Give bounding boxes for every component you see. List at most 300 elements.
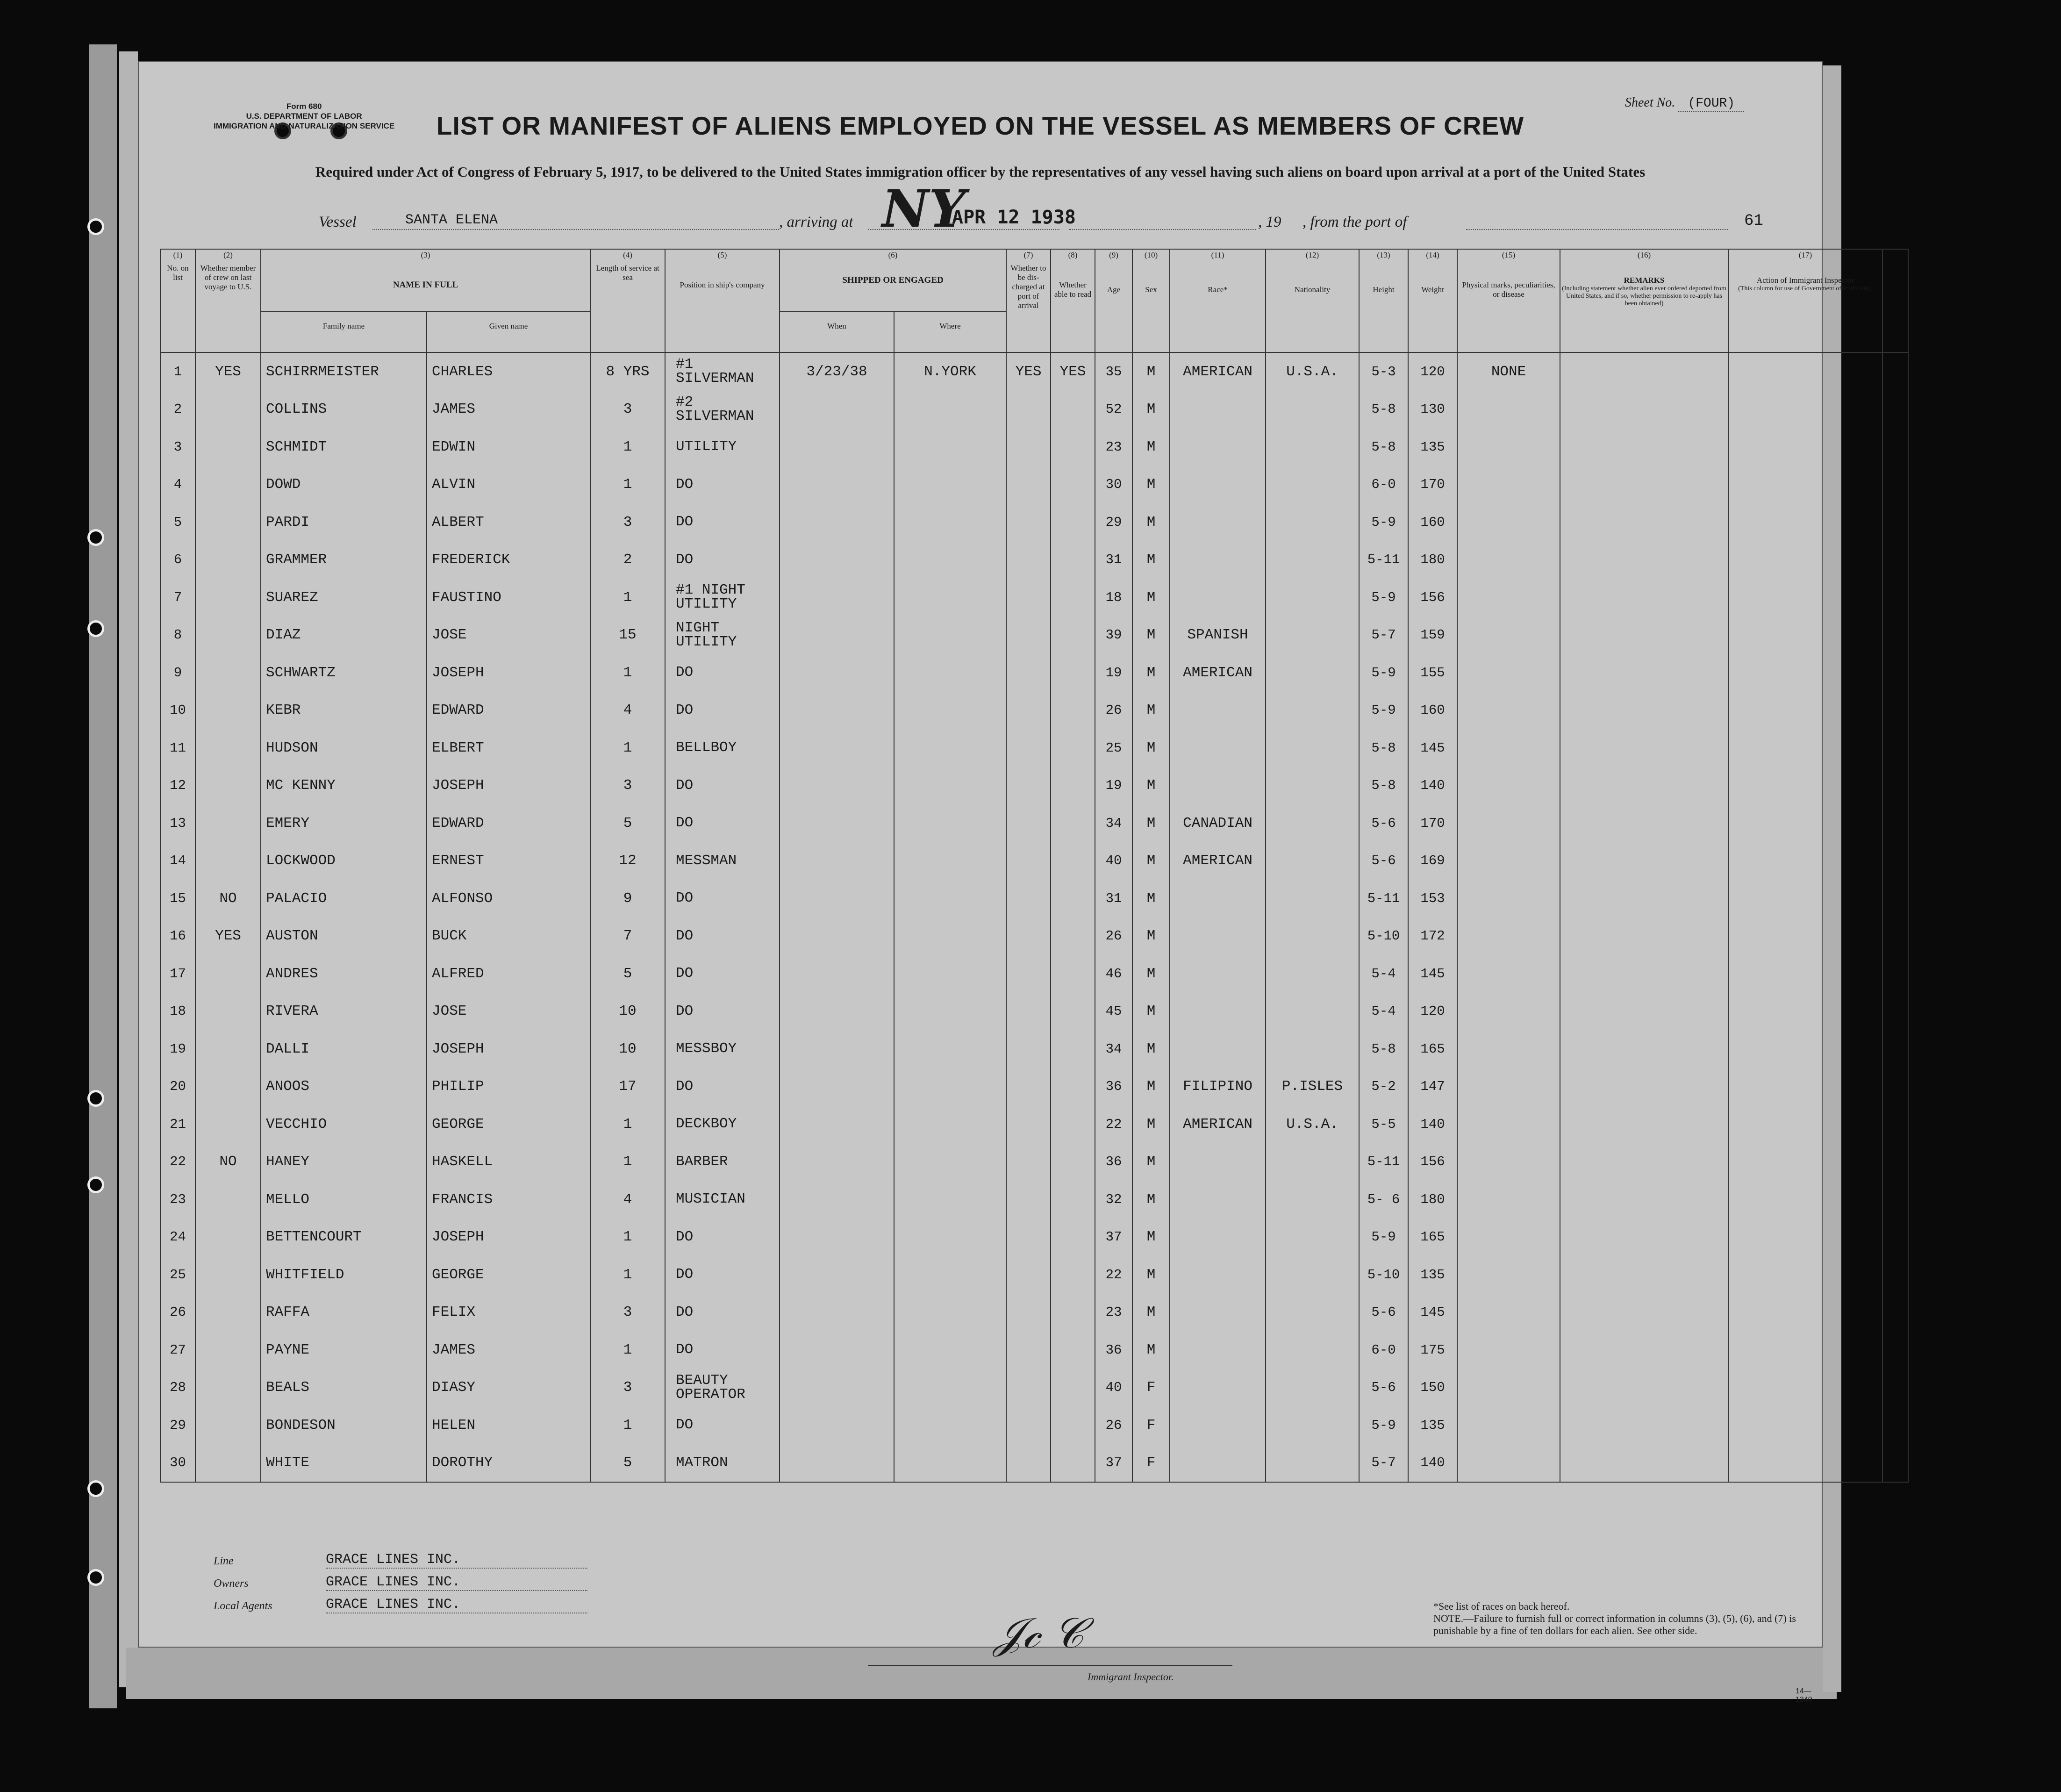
able-read-cell xyxy=(1051,918,1095,955)
prev-voyage-cell xyxy=(195,993,261,1031)
shipped-when-cell xyxy=(780,767,894,805)
physical-marks-cell xyxy=(1457,1294,1560,1332)
prev-voyage-cell xyxy=(195,729,261,767)
inspector-label: Immigrant Inspector. xyxy=(1088,1671,1174,1683)
physical-marks-cell xyxy=(1457,993,1560,1031)
height-cell: 5-9 xyxy=(1359,692,1408,730)
position-cell: MESSBOY xyxy=(665,1030,780,1068)
physical-marks-cell xyxy=(1457,1256,1560,1294)
family-name-cell: PAYNE xyxy=(261,1331,427,1369)
given-name-cell: ALBERT xyxy=(427,503,590,541)
header-race: Race* xyxy=(1170,262,1266,352)
prev-voyage-cell: NO xyxy=(195,880,261,918)
row-number-cell: 14 xyxy=(160,842,195,880)
prev-voyage-cell xyxy=(195,391,261,429)
weight-cell: 135 xyxy=(1408,1406,1457,1444)
nationality-cell: U.S.A. xyxy=(1266,1105,1359,1143)
height-cell: 5-9 xyxy=(1359,1406,1408,1444)
discharged-cell xyxy=(1006,1143,1051,1181)
physical-marks-cell xyxy=(1457,918,1560,955)
family-name-cell: COLLINS xyxy=(261,391,427,429)
header-no-on-list: No. on list xyxy=(160,262,195,352)
age-cell: 32 xyxy=(1095,1181,1132,1219)
position-cell: DO xyxy=(665,993,780,1031)
inspector-action-cell xyxy=(1728,1369,1882,1407)
row-number-cell: 2 xyxy=(160,391,195,429)
sex-cell: M xyxy=(1132,1143,1170,1181)
inspector-action-cell xyxy=(1728,1105,1882,1143)
inspector-action-cell xyxy=(1728,1406,1882,1444)
table-row xyxy=(160,541,1908,579)
able-read-cell xyxy=(1051,428,1095,466)
shipped-when-cell xyxy=(780,1181,894,1219)
race-cell xyxy=(1170,767,1266,805)
race-cell xyxy=(1170,918,1266,955)
table-row xyxy=(160,1406,1908,1444)
given-name-cell: DOROTHY xyxy=(427,1444,590,1483)
inspector-action-cell xyxy=(1728,428,1882,466)
given-name-cell: EDWARD xyxy=(427,692,590,730)
nationality-cell xyxy=(1266,466,1359,504)
discharged-cell xyxy=(1006,804,1051,842)
spacer-cell xyxy=(1882,352,1908,391)
spacer-cell xyxy=(1882,1143,1908,1181)
prev-voyage-cell xyxy=(195,767,261,805)
given-name-cell: JOSEPH xyxy=(427,1030,590,1068)
given-name-cell: ALFONSO xyxy=(427,880,590,918)
remarks-cell xyxy=(1560,880,1728,918)
given-name-cell: CHARLES xyxy=(427,352,590,391)
age-cell: 19 xyxy=(1095,767,1132,805)
sex-cell: M xyxy=(1132,503,1170,541)
able-read-cell xyxy=(1051,955,1095,993)
remarks-cell xyxy=(1560,842,1728,880)
given-name-cell: JOSEPH xyxy=(427,654,590,692)
weight-cell: 153 xyxy=(1408,880,1457,918)
discharged-cell xyxy=(1006,918,1051,955)
spacer-cell xyxy=(1882,955,1908,993)
race-cell: CANADIAN xyxy=(1170,804,1266,842)
spacer-cell xyxy=(1882,1030,1908,1068)
header-spacer xyxy=(1882,262,1908,352)
shipped-when-cell xyxy=(780,842,894,880)
shipped-where-cell xyxy=(894,1256,1006,1294)
position-cell: DO xyxy=(665,880,780,918)
nationality-cell xyxy=(1266,1181,1359,1219)
inspector-action-cell xyxy=(1728,466,1882,504)
physical-marks-cell xyxy=(1457,1181,1560,1219)
row-number-cell: 24 xyxy=(160,1219,195,1256)
table-row xyxy=(160,842,1908,880)
position-cell: #1 SILVERMAN xyxy=(665,352,780,391)
given-name-cell: FREDERICK xyxy=(427,541,590,579)
physical-marks-cell xyxy=(1457,842,1560,880)
discharged-cell xyxy=(1006,993,1051,1031)
remarks-cell xyxy=(1560,1030,1728,1068)
remarks-cell xyxy=(1560,616,1728,654)
height-cell: 5-4 xyxy=(1359,993,1408,1031)
col-num: (10) xyxy=(1132,249,1170,262)
spacer-cell xyxy=(1882,880,1908,918)
shipped-where-cell xyxy=(894,541,1006,579)
position-cell: BELLBOY xyxy=(665,729,780,767)
row-number-cell: 26 xyxy=(160,1294,195,1332)
physical-marks-cell xyxy=(1457,428,1560,466)
position-cell: DO xyxy=(665,692,780,730)
shipped-where-cell xyxy=(894,955,1006,993)
remarks-cell xyxy=(1560,918,1728,955)
family-name-cell: DIAZ xyxy=(261,616,427,654)
height-cell: 5-9 xyxy=(1359,654,1408,692)
race-cell xyxy=(1170,428,1266,466)
remarks-cell xyxy=(1560,993,1728,1031)
row-number-cell: 13 xyxy=(160,804,195,842)
prev-voyage-cell xyxy=(195,1219,261,1256)
height-cell: 5-10 xyxy=(1359,1256,1408,1294)
physical-marks-cell xyxy=(1457,1105,1560,1143)
punch-hole xyxy=(87,1176,104,1193)
races-note: *See list of races on back hereof. xyxy=(1433,1600,1570,1612)
remarks-cell xyxy=(1560,1105,1728,1143)
prev-voyage-cell: NO xyxy=(195,1143,261,1181)
shipped-when-cell xyxy=(780,579,894,616)
spacer-cell xyxy=(1882,804,1908,842)
weight-cell: 160 xyxy=(1408,692,1457,730)
nationality-cell xyxy=(1266,1444,1359,1483)
prev-voyage-cell xyxy=(195,955,261,993)
shipped-when-cell xyxy=(780,1444,894,1483)
row-number-cell: 27 xyxy=(160,1331,195,1369)
sex-cell: M xyxy=(1132,1068,1170,1106)
header-given-name: Given name xyxy=(427,312,590,352)
remarks-cell xyxy=(1560,1444,1728,1483)
able-read-cell xyxy=(1051,842,1095,880)
nationality-cell xyxy=(1266,1331,1359,1369)
weight-cell: 140 xyxy=(1408,767,1457,805)
prev-voyage-cell: YES xyxy=(195,918,261,955)
nationality-cell xyxy=(1266,503,1359,541)
weight-cell: 130 xyxy=(1408,391,1457,429)
family-name-cell: HUDSON xyxy=(261,729,427,767)
age-cell: 36 xyxy=(1095,1068,1132,1106)
shipped-where-cell xyxy=(894,1294,1006,1332)
prev-voyage-cell xyxy=(195,1444,261,1483)
length-service-cell: 4 xyxy=(590,692,665,730)
physical-marks-cell xyxy=(1457,466,1560,504)
sex-cell: M xyxy=(1132,428,1170,466)
inspector-action-cell xyxy=(1728,692,1882,730)
weight-cell: 140 xyxy=(1408,1444,1457,1483)
able-read-cell xyxy=(1051,654,1095,692)
weight-cell: 180 xyxy=(1408,1181,1457,1219)
physical-marks-cell xyxy=(1457,1143,1560,1181)
stacked-page-edge xyxy=(119,51,138,1687)
nationality-cell xyxy=(1266,955,1359,993)
race-cell xyxy=(1170,503,1266,541)
inspector-action-cell xyxy=(1728,1030,1882,1068)
table-row xyxy=(160,1143,1908,1181)
prev-voyage-cell xyxy=(195,1181,261,1219)
sheet-number: Sheet No. (FOUR) xyxy=(1625,95,1744,111)
weight-cell: 165 xyxy=(1408,1219,1457,1256)
shipped-when-cell xyxy=(780,804,894,842)
manifest-sheet xyxy=(138,61,1873,1704)
nationality-cell xyxy=(1266,616,1359,654)
remarks-cell xyxy=(1560,692,1728,730)
race-cell: FILIPINO xyxy=(1170,1068,1266,1106)
row-number-cell: 8 xyxy=(160,616,195,654)
able-read-cell xyxy=(1051,1294,1095,1332)
physical-marks-cell xyxy=(1457,955,1560,993)
physical-marks-cell xyxy=(1457,1219,1560,1256)
weight-cell: 170 xyxy=(1408,466,1457,504)
table-row xyxy=(160,466,1908,504)
able-read-cell xyxy=(1051,692,1095,730)
spacer-cell xyxy=(1882,1331,1908,1369)
shipped-where-cell xyxy=(894,428,1006,466)
given-name-cell: DIASY xyxy=(427,1369,590,1407)
table-row xyxy=(160,767,1908,805)
table-row xyxy=(160,729,1908,767)
physical-marks-cell xyxy=(1457,654,1560,692)
row-number-cell: 16 xyxy=(160,918,195,955)
age-cell: 52 xyxy=(1095,391,1132,429)
physical-marks-cell xyxy=(1457,1444,1560,1483)
column-number-row xyxy=(160,249,1908,262)
shipped-where-cell xyxy=(894,391,1006,429)
local-agents-value: GRACE LINES INC. xyxy=(326,1597,587,1613)
position-cell: DO xyxy=(665,1256,780,1294)
physical-marks-cell xyxy=(1457,391,1560,429)
race-cell xyxy=(1170,955,1266,993)
shipped-when-cell xyxy=(780,729,894,767)
sex-cell: M xyxy=(1132,993,1170,1031)
physical-marks-cell xyxy=(1457,767,1560,805)
form-reference: Form 680 U.S. DEPARTMENT OF LABOR IMMIGRATION AND NATURALIZATION SERVICE xyxy=(214,102,395,130)
discharged-cell xyxy=(1006,391,1051,429)
given-name-cell: EDWIN xyxy=(427,428,590,466)
age-cell: 36 xyxy=(1095,1143,1132,1181)
row-number-cell: 22 xyxy=(160,1143,195,1181)
shipped-when-cell xyxy=(780,616,894,654)
position-cell: DO xyxy=(665,466,780,504)
height-cell: 5-6 xyxy=(1359,804,1408,842)
shipped-where-cell xyxy=(894,616,1006,654)
remarks-cell xyxy=(1560,1256,1728,1294)
family-name-cell: BETTENCOURT xyxy=(261,1219,427,1256)
header-where: Where xyxy=(894,312,1006,352)
col-num: (2) xyxy=(195,249,261,262)
shipped-when-cell xyxy=(780,1331,894,1369)
shipped-where-cell xyxy=(894,880,1006,918)
inspector-action-cell xyxy=(1728,918,1882,955)
age-cell: 34 xyxy=(1095,1030,1132,1068)
inspector-action-cell xyxy=(1728,391,1882,429)
family-name-cell: SUAREZ xyxy=(261,579,427,616)
weight-cell: 140 xyxy=(1408,1105,1457,1143)
position-cell: BARBER xyxy=(665,1143,780,1181)
physical-marks-cell xyxy=(1457,1369,1560,1407)
race-cell xyxy=(1170,391,1266,429)
physical-marks-cell xyxy=(1457,729,1560,767)
length-service-cell: 15 xyxy=(590,616,665,654)
position-cell: DO xyxy=(665,955,780,993)
given-name-cell: JOSE xyxy=(427,993,590,1031)
spacer-cell xyxy=(1882,541,1908,579)
given-name-cell: ELBERT xyxy=(427,729,590,767)
table-row xyxy=(160,692,1908,730)
discharged-cell xyxy=(1006,880,1051,918)
inspector-action-cell xyxy=(1728,842,1882,880)
physical-marks-cell xyxy=(1457,880,1560,918)
spacer-cell xyxy=(1882,1219,1908,1256)
nationality-cell xyxy=(1266,842,1359,880)
race-cell xyxy=(1170,541,1266,579)
position-cell: DO xyxy=(665,1219,780,1256)
family-name-cell: SCHWARTZ xyxy=(261,654,427,692)
race-cell xyxy=(1170,1219,1266,1256)
row-number-cell: 12 xyxy=(160,767,195,805)
discharged-cell xyxy=(1006,428,1051,466)
col-num: (17) xyxy=(1728,249,1882,262)
discharged-cell xyxy=(1006,729,1051,767)
header-name-in-full: NAME IN FULL xyxy=(261,262,590,312)
from-port-underline xyxy=(1466,229,1728,230)
position-cell: MESSMAN xyxy=(665,842,780,880)
length-service-cell: 5 xyxy=(590,1444,665,1483)
discharged-cell xyxy=(1006,654,1051,692)
length-service-cell: 1 xyxy=(590,654,665,692)
spacer-cell xyxy=(1882,1406,1908,1444)
race-cell xyxy=(1170,692,1266,730)
vessel-label: Vessel xyxy=(319,214,357,230)
given-name-cell: ERNEST xyxy=(427,842,590,880)
sex-cell: M xyxy=(1132,654,1170,692)
nationality-cell xyxy=(1266,428,1359,466)
race-cell: AMERICAN xyxy=(1170,654,1266,692)
discharged-cell xyxy=(1006,1369,1051,1407)
shipped-when-cell xyxy=(780,1294,894,1332)
shipped-where-cell xyxy=(894,692,1006,730)
position-cell: UTILITY xyxy=(665,428,780,466)
sex-cell: M xyxy=(1132,1331,1170,1369)
prev-voyage-cell xyxy=(195,466,261,504)
length-service-cell: 10 xyxy=(590,1030,665,1068)
spacer-cell xyxy=(1882,842,1908,880)
height-cell: 5-6 xyxy=(1359,842,1408,880)
shipped-where-cell xyxy=(894,1030,1006,1068)
remarks-cell xyxy=(1560,1219,1728,1256)
sex-cell: M xyxy=(1132,804,1170,842)
able-read-cell xyxy=(1051,1406,1095,1444)
length-service-cell: 5 xyxy=(590,955,665,993)
inspector-action-cell xyxy=(1728,993,1882,1031)
shipped-where-cell xyxy=(894,1143,1006,1181)
inspector-action-cell xyxy=(1728,729,1882,767)
spacer-cell xyxy=(1882,918,1908,955)
sex-cell: M xyxy=(1132,955,1170,993)
age-cell: 19 xyxy=(1095,654,1132,692)
table-row xyxy=(160,918,1908,955)
table-row xyxy=(160,503,1908,541)
spacer-cell xyxy=(1882,1105,1908,1143)
physical-marks-cell xyxy=(1457,503,1560,541)
physical-marks-cell xyxy=(1457,692,1560,730)
punch-hole xyxy=(87,218,104,235)
position-cell: DO xyxy=(665,1331,780,1369)
row-number-cell: 1 xyxy=(160,352,195,391)
manifest-subtitle: Required under Act of Congress of February 5, 1917, to be delivered to the United States immigration officer by the representatives of any vessel having such aliens on board upon arrival at a port of the United States xyxy=(315,164,1646,180)
nationality-cell xyxy=(1266,541,1359,579)
punch-hole xyxy=(87,620,104,637)
header-inspector-action xyxy=(1728,262,1882,352)
discharged-cell xyxy=(1006,1030,1051,1068)
prev-voyage-cell xyxy=(195,804,261,842)
weight-cell: 147 xyxy=(1408,1068,1457,1106)
table-row xyxy=(160,579,1908,616)
row-number-cell: 6 xyxy=(160,541,195,579)
able-read-cell xyxy=(1051,804,1095,842)
position-cell: DO xyxy=(665,804,780,842)
position-cell: DO xyxy=(665,1294,780,1332)
age-cell: 25 xyxy=(1095,729,1132,767)
shipped-where-cell xyxy=(894,1444,1006,1483)
nationality-cell xyxy=(1266,579,1359,616)
age-cell: 18 xyxy=(1095,579,1132,616)
age-cell: 35 xyxy=(1095,352,1132,391)
height-cell: 6-0 xyxy=(1359,466,1408,504)
given-name-cell: ALFRED xyxy=(427,955,590,993)
sex-cell: M xyxy=(1132,1105,1170,1143)
race-cell xyxy=(1170,1143,1266,1181)
family-name-cell: SCHIRRMEISTER xyxy=(261,352,427,391)
age-cell: 22 xyxy=(1095,1105,1132,1143)
race-cell xyxy=(1170,1331,1266,1369)
inspector-action-cell xyxy=(1728,1068,1882,1106)
shipped-when-cell xyxy=(780,1030,894,1068)
spacer-cell xyxy=(1882,503,1908,541)
sex-cell: M xyxy=(1132,880,1170,918)
form-code: 14—1340 xyxy=(1796,1687,1812,1704)
remarks-cell xyxy=(1560,1294,1728,1332)
prev-voyage-cell xyxy=(195,1256,261,1294)
height-cell: 5-7 xyxy=(1359,616,1408,654)
prev-voyage-cell xyxy=(195,503,261,541)
table-row xyxy=(160,1105,1908,1143)
arrival-date-stamp: APR 12 1938 xyxy=(952,207,1076,228)
header-age: Age xyxy=(1095,262,1132,352)
nationality-cell: U.S.A. xyxy=(1266,352,1359,391)
col-num: (1) xyxy=(160,249,195,262)
spacer-cell xyxy=(1882,579,1908,616)
spacer-cell xyxy=(1882,767,1908,805)
position-cell: DO xyxy=(665,541,780,579)
able-read-cell xyxy=(1051,466,1095,504)
row-number-cell: 4 xyxy=(160,466,195,504)
sex-cell: M xyxy=(1132,391,1170,429)
age-cell: 29 xyxy=(1095,503,1132,541)
age-cell: 31 xyxy=(1095,541,1132,579)
given-name-cell: PHILIP xyxy=(427,1068,590,1106)
given-name-cell: JAMES xyxy=(427,1331,590,1369)
col-num: (15) xyxy=(1457,249,1560,262)
row-number-cell: 29 xyxy=(160,1406,195,1444)
age-cell: 26 xyxy=(1095,1406,1132,1444)
prev-voyage-cell xyxy=(195,616,261,654)
family-name-cell: PALACIO xyxy=(261,880,427,918)
shipped-when-cell xyxy=(780,1369,894,1407)
age-cell: 36 xyxy=(1095,1331,1132,1369)
